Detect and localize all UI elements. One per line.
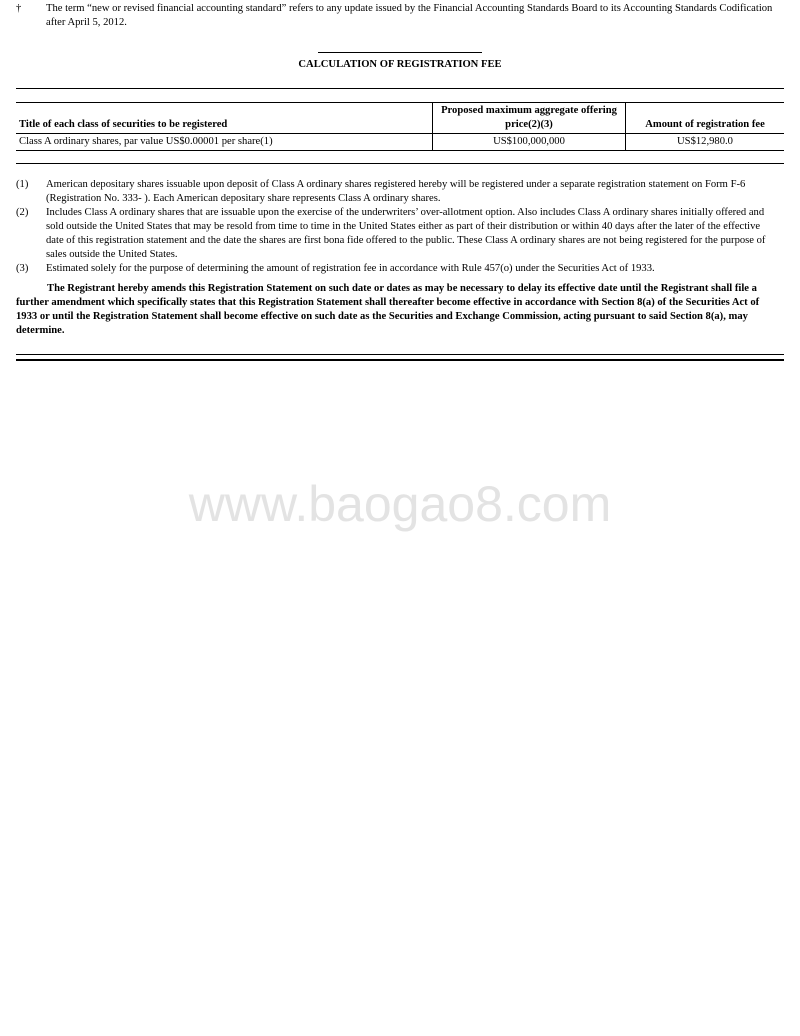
bottom-rule-thick [16, 359, 784, 361]
watermark-text: www.baogao8.com [188, 476, 612, 532]
footnote-text: American depositary shares issuable upon deposit of Class A ordinary shares registered hereby will be registered under a separate registration statement on Form F-6 (Registration No. 333- ). Each American depositary share represents Class A ordinary shares. [46, 179, 746, 204]
table-top-rule [16, 88, 784, 89]
table-row [16, 134, 784, 151]
registration-fee-table [16, 102, 784, 151]
footnote-1 [16, 178, 778, 206]
table-header-row [16, 103, 784, 134]
footnotes-list [16, 178, 778, 276]
cell-security-class: Class A ordinary shares, par value US$0.00001 per share(1) [16, 134, 433, 151]
column-header-offering-price: Proposed maximum aggregate offering price(2)(3) [433, 103, 626, 134]
table-bottom-rule [16, 163, 784, 164]
footnote-text: Includes Class A ordinary shares that are issuable upon the exercise of the underwriters’ over-allotment option. Also includes Class A ordinary shares initially offered and sold outside the United States that may be resold from time to time in the United States either as part of their distribution or within 40 days after the later of the effective date of this registration statement and the date the shares are first bona fide offered to the public. These Class A ordinary shares are not being registered for the purpose of sales outside the United States. [46, 207, 766, 260]
footnote-number: (1) [16, 179, 29, 190]
footnote-number: (3) [16, 263, 29, 274]
column-header-title: Title of each class of securities to be registered [16, 103, 433, 134]
footnote-text: Estimated solely for the purpose of determining the amount of registration fee in accordance with Rule 457(o) under the Securities Act of 1933. [46, 263, 655, 274]
footnote-3 [16, 262, 778, 276]
heading-rule [318, 52, 482, 53]
section-heading: CALCULATION OF REGISTRATION FEE [298, 59, 502, 70]
column-header-registration-fee: Amount of registration fee [626, 103, 785, 134]
bottom-rule-thin [16, 354, 784, 355]
footnote-2 [16, 206, 778, 262]
footnote-number: (2) [16, 207, 29, 218]
cell-offering-price: US$100,000,000 [433, 134, 626, 151]
dagger-mark: † [16, 3, 22, 14]
cell-registration-fee: US$12,980.0 [626, 134, 785, 151]
delaying-amendment-statement: The Registrant hereby amends this Registration Statement on such date or dates as may be necessary to delay its effective date until the Registrant shall file a further amendment which specifically states that this Registration Statement shall thereafter become effective in accordance with Section 8(a) of the Securities Act of 1933 or until the Registration Statement shall become effective on such date as the Securities and Exchange Commission, acting pursuant to said Section 8(a), may determine. [16, 283, 760, 336]
dagger-footnote-text: The term “new or revised financial accounting standard” refers to any update issued by the Financial Accounting Standards Board to its Accounting Standards Codification after April 5, 2012. [46, 3, 773, 28]
